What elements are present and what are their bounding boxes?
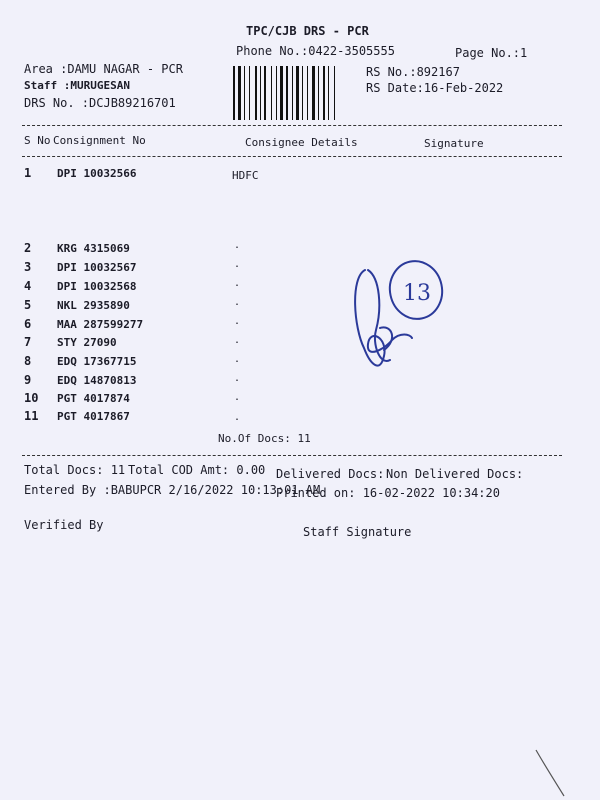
consignment-number: DPI 10032566 xyxy=(57,167,137,180)
entered-by: Entered By :BABUPCR 2/16/2022 10:13:01 AM xyxy=(24,483,321,497)
consignment-number: DPI 10032567 xyxy=(57,261,137,274)
consignment-number: NKL 2935890 xyxy=(57,299,130,312)
row-sno: 10 xyxy=(24,391,39,405)
barcode-bar xyxy=(318,66,319,120)
printed-on: Printed on: 16-02-2022 10:34:20 xyxy=(276,486,500,500)
staff-label: Staff :MURUGESAN xyxy=(24,79,130,92)
row-sno: 3 xyxy=(24,260,32,274)
barcode-bar xyxy=(271,66,272,120)
consignment-number: PGT 4017874 xyxy=(57,392,130,405)
rs-number: RS No.:892167 xyxy=(366,65,460,79)
consignment-number: STY 27090 xyxy=(57,336,117,349)
barcode-bar xyxy=(328,66,329,120)
delivered-docs: Delivered Docs: xyxy=(276,467,385,481)
consignment-number: PGT 4017867 xyxy=(57,410,130,423)
barcode-bar xyxy=(280,66,283,120)
consignment-number: DPI 10032568 xyxy=(57,280,137,293)
row-sno: 6 xyxy=(24,317,32,331)
column-header-consignment: Consignment No xyxy=(53,134,146,147)
consignee-details: . xyxy=(234,392,241,403)
number-of-docs: No.Of Docs: 11 xyxy=(218,432,311,445)
consignee-details: . xyxy=(234,278,241,289)
barcode-bar xyxy=(292,66,293,120)
staff-signature-label: Staff Signature xyxy=(303,525,412,539)
consignee-details: . xyxy=(234,316,241,327)
barcode-bar xyxy=(307,66,308,120)
consignment-number: EDQ 17367715 xyxy=(57,355,137,368)
verified-by-label: Verified By xyxy=(24,518,104,532)
rs-date: RS Date:16-Feb-2022 xyxy=(366,81,504,95)
page-number: Page No.:1 xyxy=(455,46,528,60)
barcode-bar xyxy=(264,66,266,120)
barcode-bar xyxy=(334,66,335,120)
consignee-details: . xyxy=(234,354,241,365)
consignee-details: . xyxy=(234,240,241,251)
column-header-consignee: Consignee Details xyxy=(245,136,358,149)
barcode-bar xyxy=(233,66,235,120)
consignee-details: . xyxy=(234,373,241,384)
document-title: TPC/CJB DRS - PCR xyxy=(246,24,369,38)
row-sno: 11 xyxy=(24,409,39,423)
consignee-details: . xyxy=(234,259,241,270)
barcode-bar xyxy=(260,66,261,120)
handwritten-count: 13 xyxy=(403,281,431,306)
consignee-details: . xyxy=(234,412,241,423)
total-cod-amount: Total COD Amt: 0.00 xyxy=(128,463,266,477)
consignment-number: MAA 287599277 xyxy=(57,318,144,331)
drs-number: DRS No. :DCJB89216701 xyxy=(24,96,176,110)
barcode-bar xyxy=(244,66,245,120)
barcode-bar xyxy=(296,66,299,120)
divider xyxy=(22,156,562,157)
barcode-bar xyxy=(249,66,250,120)
barcode-bar xyxy=(286,66,288,120)
barcode-bar xyxy=(276,66,277,120)
row-sno: 2 xyxy=(24,241,32,255)
row-sno: 8 xyxy=(24,354,32,368)
column-header-sno: S No xyxy=(24,134,51,147)
row-sno: 9 xyxy=(24,373,32,387)
consignee-details: HDFC xyxy=(232,169,259,182)
area-label: Area :DAMU NAGAR - PCR xyxy=(24,62,183,76)
barcode-bar xyxy=(312,66,315,120)
row-sno: 1 xyxy=(24,166,32,180)
non-delivered-docs: Non Delivered Docs: xyxy=(386,467,524,481)
total-docs: Total Docs: 11 xyxy=(24,463,126,477)
divider xyxy=(22,455,562,456)
barcode-bar xyxy=(238,66,241,120)
consignee-details: . xyxy=(234,335,241,346)
handwritten-signature xyxy=(340,248,460,388)
consignment-number: KRG 4315069 xyxy=(57,242,130,255)
row-sno: 5 xyxy=(24,298,32,312)
barcode-bar xyxy=(302,66,303,120)
row-sno: 7 xyxy=(24,335,32,349)
row-sno: 4 xyxy=(24,279,32,293)
barcode-bar xyxy=(255,66,257,120)
divider xyxy=(22,125,562,126)
consignment-number: EDQ 14870813 xyxy=(57,374,137,387)
column-header-signature: Signature xyxy=(424,137,484,150)
pen-mark xyxy=(530,740,570,798)
barcode xyxy=(233,66,337,120)
barcode-bar xyxy=(323,66,325,120)
consignee-details: . xyxy=(234,297,241,308)
phone-number: Phone No.:0422-3505555 xyxy=(236,44,395,58)
